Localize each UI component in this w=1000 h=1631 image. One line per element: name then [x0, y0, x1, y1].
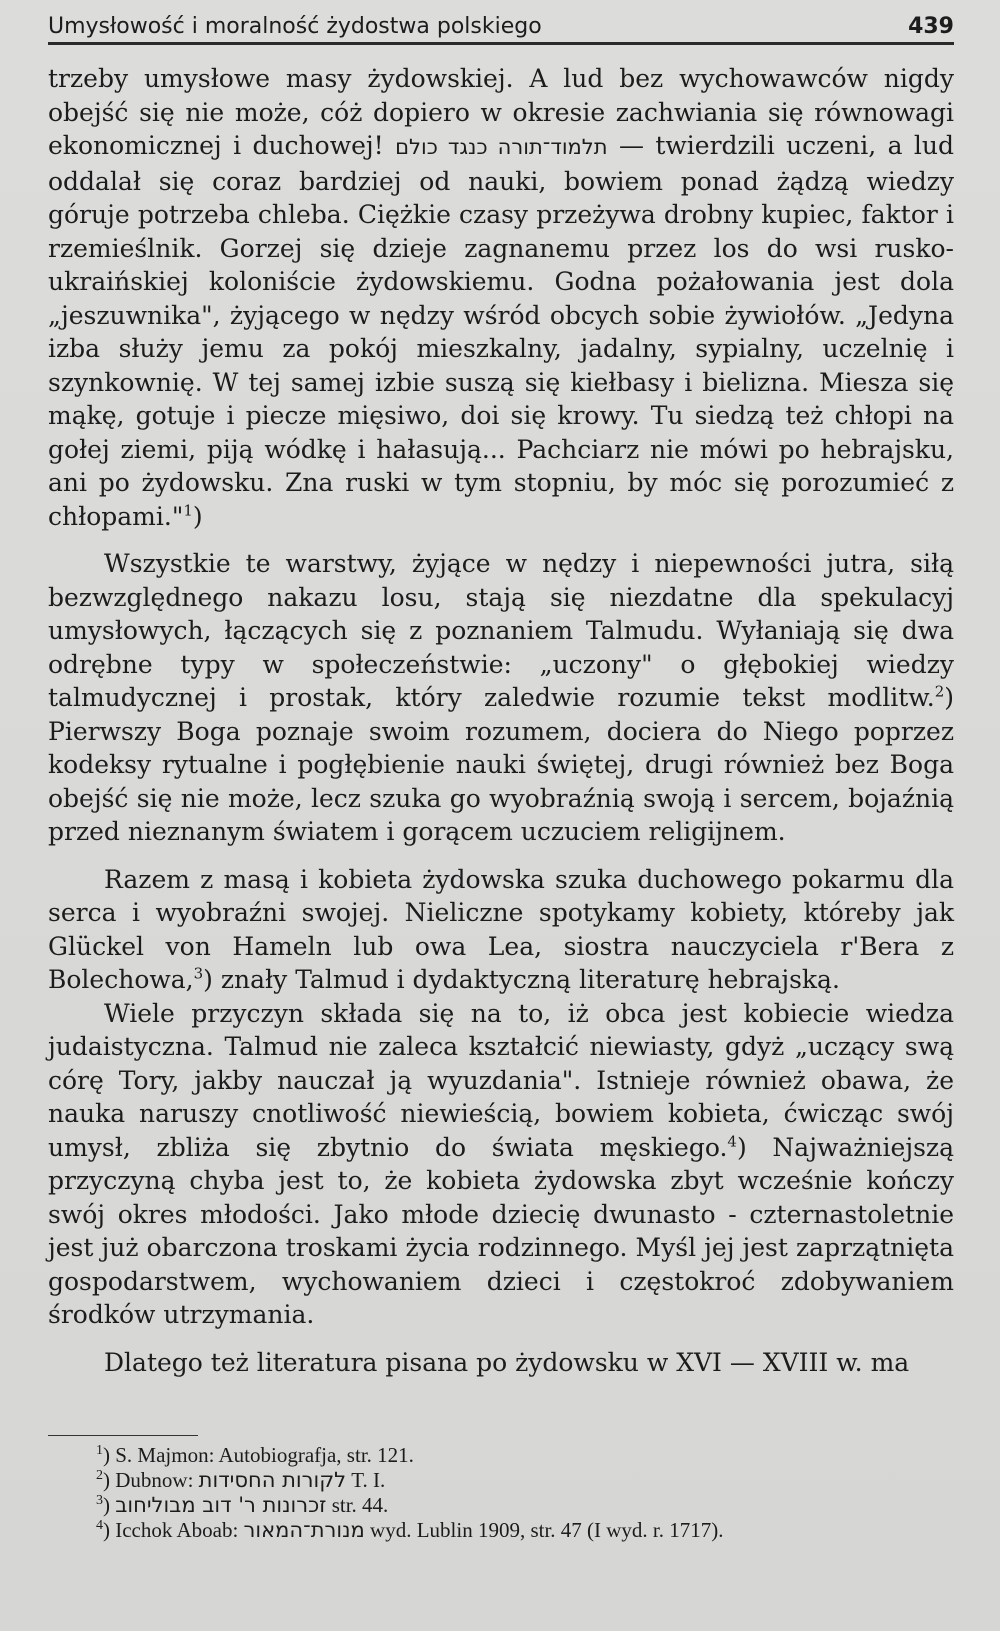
- paragraph-3-text-a: Razem z masą i kobieta żydowska szuka duchowego pokarmu dla serca i wyobraźni swojej. Nieliczne spotykamy kobiety, któreby jak Glückel von Hameln lub owa Lea, siostra nauczyciela r'Bera z Bolechowa,: [48, 864, 954, 994]
- footnote-3: [96, 1493, 946, 1518]
- footnote-2-after: T. I.: [346, 1468, 386, 1492]
- footnote-3-after: str. 44.: [326, 1493, 389, 1517]
- paragraph-1-tail: ): [192, 501, 203, 531]
- main-text: [48, 62, 954, 1379]
- paragraph-2: [48, 547, 954, 849]
- footnote-1-text: ) S. Majmon: Autobiografja, str. 121.: [103, 1443, 414, 1467]
- footnote-2-text: ) Dubnow:: [103, 1468, 199, 1492]
- paragraph-5: Dlatego też literatura pisana po żydowsku w XVI — XVIII w. ma: [104, 1347, 910, 1377]
- footnote-3-hebrew: זכרונות ר' דוב מבוליחוב: [115, 1493, 327, 1517]
- footnote-4: [96, 1518, 946, 1543]
- footnote-1-number: 1: [96, 1443, 103, 1458]
- running-header: [48, 10, 954, 44]
- hebrew-quote: תלמוד־תורה כנגד כולם: [395, 135, 608, 159]
- footnote-2-number: 2: [96, 1468, 103, 1483]
- header-rule: [48, 42, 954, 45]
- footnotes: [96, 1443, 946, 1543]
- paragraph-4-text-b: ) Najważniejszą przyczyną chyba jest to, że kobieta żydowska zbyt wcześnie kończy swój okres młodości. Jako młode dziecię dwunasto - czternastoletnie jest już obarczona troskami życia rodzinnego. Myśl jej jest zaprzątnięta gospodarstwem, wychowaniem dzieci i częstokroć zdobywaniem środków utrzymania.: [48, 1132, 954, 1329]
- footnote-ref-3: 3: [193, 964, 204, 983]
- footnote-4-hebrew: מנורת־המאור: [243, 1518, 365, 1542]
- page-number: 439: [908, 14, 954, 39]
- paragraph-1: [48, 62, 954, 533]
- footnote-ref-4: 4: [727, 1132, 737, 1151]
- footnote-ref-2: 2: [934, 682, 945, 701]
- footnote-3-number: 3: [96, 1493, 103, 1508]
- footnote-2: [96, 1468, 946, 1493]
- footnote-3-text: ): [103, 1493, 116, 1517]
- footnote-rule: [48, 1435, 198, 1436]
- paragraph-2-text-a: Wszystkie te warstwy, żyjące w nędzy i niepewności jutra, siłą bezwzględnego nakazu losu, stają się niezdatne dla spekulacyj umysłowych, łączących się z poznaniem Talmudu. Wyłaniają się dwa odrębne typy w społeczeństwie: „uczony" o głębokiej wiedzy talmudycznej i prostak, który zaledwie rozumie tekst modlitw.: [48, 549, 954, 712]
- paragraph-2-text-b: ) Pierwszy Boga poznaje swoim rozumem, dociera do Niego poprzez kodeksy rytualne i pogłębienie nauki świętej, drugi również bez Boga obejść się nie może, lecz szuka go wyobraźnią swoją i sercem, bojaźnią przed nieznanym światem i gorącem uczuciem religijnem.: [48, 683, 954, 846]
- paragraph-3: [48, 863, 954, 997]
- footnote-4-after: wyd. Lublin 1909, str. 47 (I wyd. r. 1717).: [364, 1518, 724, 1542]
- paragraph-1-text-a: trzeby umysłowe masy żydowskiej. A lud bez wychowawców nigdy obejść się nie może, cóż dopiero w okresie zachwiania się równowagi ekonomicznej i duchowej!: [48, 64, 954, 160]
- footnote-ref-1: 1: [183, 501, 193, 520]
- paragraph-1-text-b: — twierdzili uczeni, a lud oddalał się coraz bardziej od nauki, bowiem ponad żądzą wiedzy góruje potrzeba chleba. Ciężkie czasy przeżywa drobny kupiec, faktor i rzemieślnik. Gorzej się dzieje zagnanemu przez los do wsi rusko-ukraińskiej koloniście żydowskiemu. Godna pożałowania jest dola „jeszuwnika", żyjącego w nędzy wśród obcych sobie żywiołów. „Jedyna izba służy jemu za pokój mieszkalny, jadalny, sypialny, uczelnię i szynkownię. W tej samej izbie suszą się kiełbasy i bielizna. Miesza się mąkę, gotuje i piecze mięsiwo, doi się krowy. Tu siedzą też chłopi na gołej ziemi, piją wódkę i hałasują... Pachciarz nie mówi po hebrajsku, ani po żydowsku. Zna ruski w tym stopniu, by móc się porozumieć z chłopami.": [48, 131, 954, 531]
- running-title: Umysłowość i moralność żydostwa polskiego: [48, 14, 542, 39]
- paragraph-3-text-b: ) znały Talmud i dydaktyczną literaturę hebrajską.: [203, 965, 840, 994]
- footnote-1: [96, 1443, 946, 1468]
- footnote-4-text: ) Icchok Aboab:: [103, 1518, 244, 1542]
- paragraph-4: [48, 997, 954, 1332]
- footnote-2-hebrew: לקורות החסידות: [198, 1468, 347, 1492]
- paragraph-4-text-a: Wiele przyczyn składa się na to, iż obca jest kobiecie wiedza judaistyczna. Talmud nie zaleca kształcić niewiasty, gdyż „uczący swą córę Tory, jakby nauczał ją wyuzdania". Istnieje również obawa, że nauka naruszy cnotliwość niewieścią, bowiem kobieta, ćwicząc swój umysł, zbliża się zbytnio do świata męskiego.: [48, 998, 954, 1162]
- footnote-4-number: 4: [96, 1518, 103, 1533]
